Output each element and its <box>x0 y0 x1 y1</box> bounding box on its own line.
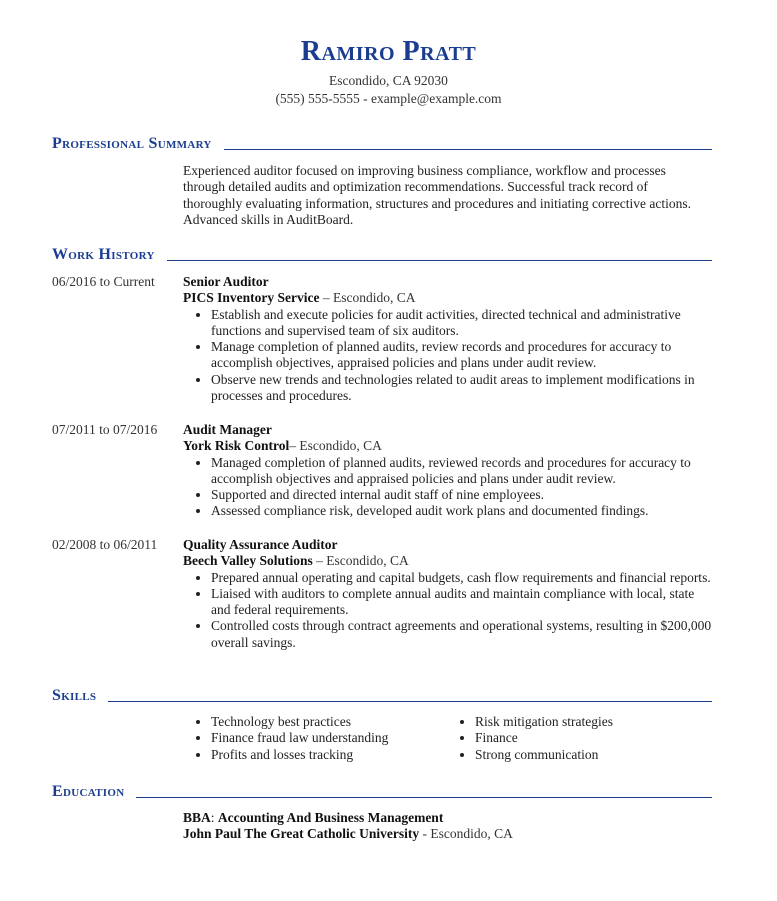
job-employer <box>183 438 713 454</box>
skill-item: • Profits and losses tracking <box>211 747 448 763</box>
company-location: – Escondido, CA <box>312 553 409 569</box>
address-line: Escondido, CA 92030 <box>329 73 448 88</box>
section-divider <box>108 701 712 702</box>
field-of-study: Accounting And Business Management <box>217 810 444 825</box>
company-name: PICS Inventory Service <box>183 290 320 306</box>
education-entry <box>183 810 713 843</box>
job-bullet: • Establish and execute policies for audit activities, directed technical and administrative functions and supervised team of six auditors. <box>211 307 713 340</box>
degree: BBA <box>183 810 211 825</box>
job-entry <box>183 537 713 651</box>
skill-item: • Strong communication <box>475 747 712 763</box>
company-name: Beech Valley Solutions <box>183 553 313 569</box>
education-section-header <box>52 781 712 801</box>
job-bullets <box>183 455 713 520</box>
job-dates: 07/2011 to 07/2016 <box>52 422 158 437</box>
education-heading: Education <box>52 783 125 800</box>
job-bullet: • Manage completion of planned audits, review records and procedures for accuracy to accomplish objectives, appraised policies and plans under audit review. <box>211 339 713 372</box>
school-location: - Escondido, CA <box>419 826 513 842</box>
job-title: Senior Auditor <box>183 274 269 289</box>
skills-heading: Skills <box>52 687 97 704</box>
skills-list-right <box>447 714 712 763</box>
degree-separator: : <box>210 810 218 825</box>
company-name: York Risk Control <box>183 438 290 454</box>
company-location: – Escondido, CA <box>319 290 416 306</box>
job-bullets <box>183 570 713 651</box>
company-location: – Escondido, CA <box>289 438 382 454</box>
summary-line: thoroughly evaluating information, structures and procedures and initiating corrective actions. <box>183 195 691 211</box>
job-bullet: • Observe new trends and technologies related to audit areas to implement modifications in processes and procedures. <box>211 372 713 405</box>
job-title: Audit Manager <box>183 422 272 437</box>
work-section-header <box>52 244 712 264</box>
skills-section-header <box>52 685 712 705</box>
job-entry <box>183 422 713 520</box>
job-bullet: • Prepared annual operating and capital budgets, cash flow requirements and financial reports. <box>211 570 713 586</box>
summary-section-header <box>52 133 712 153</box>
section-divider <box>136 797 712 798</box>
section-divider <box>167 260 712 261</box>
job-employer <box>183 290 713 306</box>
contact-line: (555) 555-5555 - example@example.com <box>275 91 502 106</box>
summary-line: through detailed audits and optimization recommendations. Successful track record of <box>183 179 648 195</box>
job-dates: 02/2008 to 06/2011 <box>52 537 158 552</box>
degree-line <box>183 810 713 826</box>
job-employer <box>183 553 713 569</box>
summary-heading: Professional Summary <box>52 135 212 152</box>
job-title: Quality Assurance Auditor <box>183 537 338 552</box>
school-line <box>183 826 713 842</box>
skill-item: • Finance <box>475 730 712 746</box>
summary-line: Experienced auditor focused on improving business compliance, workflow and processes <box>183 163 666 178</box>
job-bullet: • Managed completion of planned audits, reviewed records and procedures for accuracy to accomplish objectives and appraised policies and plans under audit review. <box>211 455 713 488</box>
summary-line: Advanced skills in AuditBoard. <box>183 211 354 227</box>
job-bullets <box>183 307 713 405</box>
job-bullet: • Controlled costs through contract agreements and operational systems, resulting in $200,000 overall savings. <box>211 618 713 651</box>
skill-item: • Finance fraud law understanding <box>211 730 448 746</box>
job-bullet: • Assessed compliance risk, developed audit work plans and documented findings. <box>211 503 713 519</box>
candidate-name: Ramiro Pratt <box>300 36 477 67</box>
school-name: John Paul The Great Catholic University <box>183 826 420 842</box>
skill-item: • Technology best practices <box>211 714 448 730</box>
work-heading: Work History <box>52 246 155 263</box>
job-dates: 06/2016 to Current <box>52 274 155 289</box>
job-bullet: • Supported and directed internal audit staff of nine employees. <box>211 487 713 503</box>
job-entry <box>183 274 713 404</box>
job-bullet: • Liaised with auditors to complete annual audits and maintain compliance with local, state and federal requirements. <box>211 586 713 619</box>
skill-item: • Risk mitigation strategies <box>475 714 712 730</box>
section-divider <box>224 149 712 150</box>
skills-list-left <box>183 714 448 763</box>
summary-text <box>183 163 713 228</box>
